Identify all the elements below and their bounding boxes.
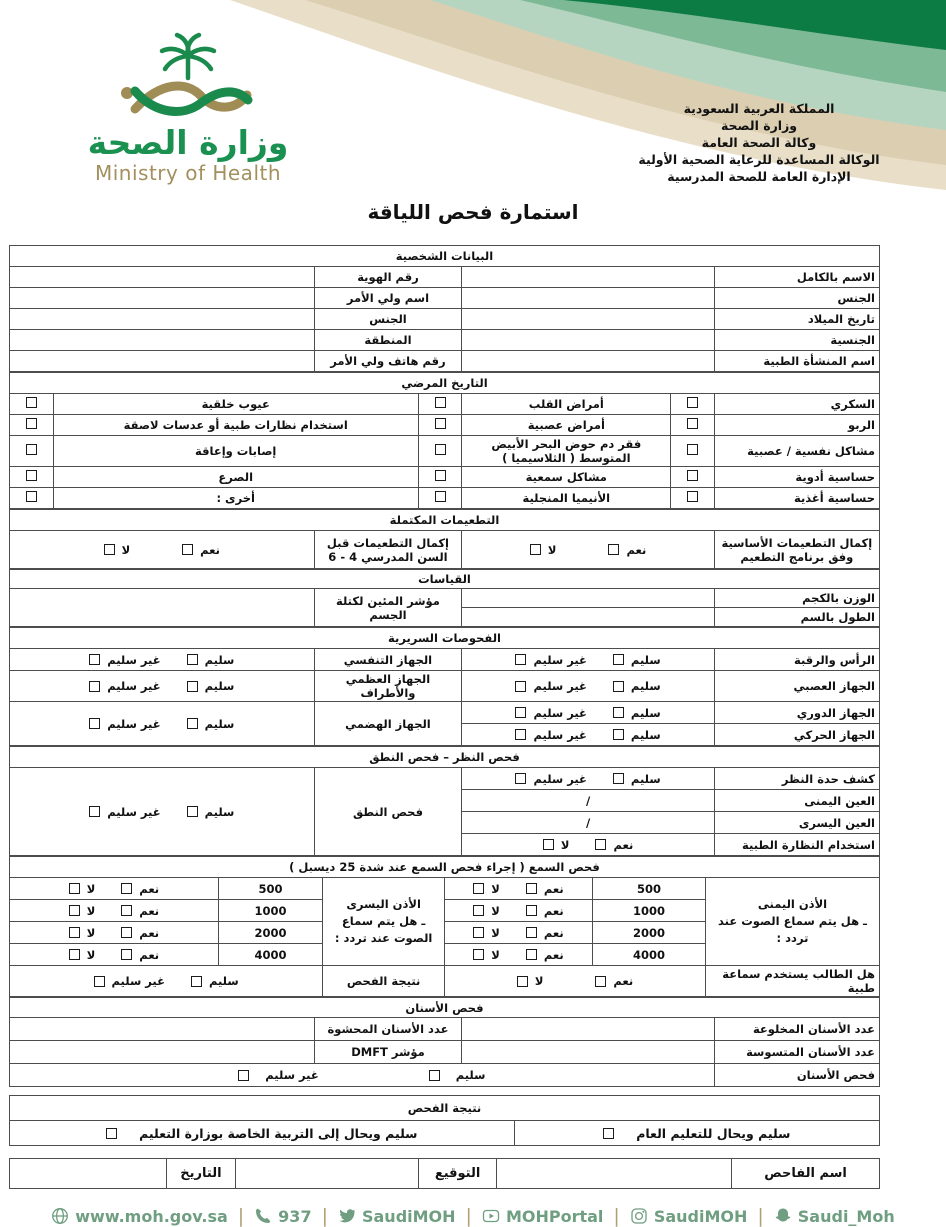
measurements-table	[9, 569, 880, 627]
condition-label: فقر دم حوض البحر الأبيض المتوسط ( الثلاسيميا )	[462, 436, 671, 467]
option-label: نعم	[139, 925, 160, 940]
ok-notok-options	[10, 702, 315, 746]
checkbox-cell	[10, 488, 54, 509]
option-label: نعم	[139, 903, 160, 918]
input-cell[interactable]	[462, 330, 714, 351]
checkbox[interactable]	[526, 927, 537, 938]
footer-text: 937	[278, 1206, 312, 1226]
option-label: سليم	[630, 679, 661, 693]
system-label: الجهاز التنفسي	[314, 649, 462, 671]
input-cell[interactable]	[10, 351, 315, 372]
checkbox[interactable]	[121, 949, 132, 960]
frequency-value: 4000	[592, 944, 705, 966]
yes-no-options	[10, 900, 219, 922]
frequency-value: 4000	[218, 944, 322, 966]
input-cell[interactable]	[10, 309, 315, 330]
option-label: نعم	[139, 947, 160, 962]
field-label: فحص الأسنان	[714, 1064, 879, 1087]
moh-logo-icon	[113, 30, 263, 125]
yes-no-options	[445, 944, 593, 966]
option-label: غير سليم	[111, 974, 165, 988]
checkbox[interactable]	[526, 883, 537, 894]
instagram-icon	[630, 1207, 648, 1225]
option-label: سليم	[204, 652, 235, 667]
checkbox-cell	[418, 415, 462, 436]
option-label: غير سليم	[107, 804, 161, 819]
checkbox[interactable]	[608, 544, 619, 555]
right-ear-label	[706, 878, 880, 966]
examiner-name-field[interactable]	[497, 1159, 732, 1189]
yes-no-options	[10, 944, 219, 966]
option-label: لا	[534, 974, 544, 988]
checkbox[interactable]	[687, 470, 698, 481]
moh-logo	[78, 30, 298, 185]
condition-label: أمراض القلب	[462, 394, 671, 415]
footer-snapchat[interactable]	[774, 1207, 895, 1226]
condition-label: أمراض عصبية	[462, 415, 671, 436]
checkbox[interactable]	[26, 444, 37, 455]
logo-english-wordmark: Ministry of Health	[94, 161, 282, 186]
section-header-vaccination: التطعيمات المكتملة	[10, 510, 880, 531]
checkbox[interactable]	[187, 806, 198, 817]
checkbox[interactable]	[515, 681, 526, 692]
checkbox[interactable]	[121, 883, 132, 894]
option-label: غير سليم	[265, 1068, 319, 1082]
section-gap	[9, 1087, 880, 1095]
checkbox[interactable]	[89, 806, 100, 817]
ear-name: الأذن اليمنى	[757, 896, 828, 911]
option-label: نعم	[543, 881, 564, 896]
option-label: غير سليم	[533, 771, 587, 786]
checkbox[interactable]	[435, 444, 446, 455]
checkbox-cell	[671, 415, 715, 436]
option-label: غير سليم	[533, 705, 587, 720]
left-ear-label	[323, 878, 445, 966]
field-label: الطول بالسم	[714, 608, 879, 627]
checkbox[interactable]	[473, 905, 484, 916]
section-header-clinical: الفحوصات السريرية	[10, 628, 880, 649]
option-label: نعم	[200, 542, 220, 557]
field-label: إكمال التطعيمات الأساسية وفق برنامج التطعيم	[714, 531, 879, 569]
field-label: اسم ولي الأمر	[314, 288, 462, 309]
checkbox[interactable]	[69, 949, 80, 960]
frequency-question: ـ هل يتم سماع الصوت عند تردد :	[718, 913, 867, 946]
field-label: استخدام النظارة الطبية	[714, 834, 879, 856]
field-label: رقم الهوية	[314, 267, 462, 288]
yes-no-options	[462, 834, 714, 856]
yes-no-options	[10, 531, 315, 569]
footer-text: Saudi_Moh	[797, 1206, 895, 1226]
checkbox-cell	[10, 467, 54, 488]
condition-label: الأنيميا المنجلية	[462, 488, 671, 509]
checkbox[interactable]	[595, 976, 606, 987]
option-label: غير سليم	[533, 652, 587, 667]
field-label: الجنس	[314, 309, 462, 330]
footer-separator: |	[465, 1205, 472, 1227]
option-label: سليم ويحال للتعليم العام	[636, 1125, 791, 1141]
checkbox[interactable]	[238, 1070, 249, 1081]
section-header-history: التاريخ المرضي	[10, 373, 880, 394]
checkbox[interactable]	[89, 681, 100, 692]
page-title: استمارة فحص اللياقة	[367, 200, 579, 224]
ear-name: الأذن اليسرى	[346, 896, 421, 911]
condition-label: السكري	[714, 394, 879, 415]
checkbox-cell	[10, 394, 54, 415]
option-label: غير سليم	[107, 716, 161, 731]
youtube-icon	[482, 1207, 500, 1225]
footer-youtube[interactable]	[482, 1207, 603, 1226]
checkbox[interactable]	[121, 905, 132, 916]
hearing-aid-question: هل الطالب يستخدم سماعة طبية	[706, 966, 880, 997]
checkbox[interactable]	[687, 444, 698, 455]
input-cell[interactable]	[462, 1018, 714, 1041]
checkbox[interactable]	[515, 729, 526, 740]
field-label: الوزن بالكجم	[714, 589, 879, 608]
footer-instagram[interactable]	[630, 1207, 748, 1226]
input-cell[interactable]	[10, 267, 315, 288]
acuity-value-cell[interactable]: /	[462, 812, 714, 834]
checkbox[interactable]	[106, 1128, 117, 1139]
checkbox[interactable]	[687, 491, 698, 502]
checkbox[interactable]	[613, 773, 624, 784]
checkbox[interactable]	[187, 654, 198, 665]
checkbox[interactable]	[517, 976, 528, 987]
footer-contact-bar	[0, 1205, 946, 1227]
option-label: سليم	[630, 727, 661, 742]
field-label: المنطقة	[314, 330, 462, 351]
checkbox-cell	[418, 467, 462, 488]
system-label: الجهاز الهضمي	[314, 702, 462, 746]
checkbox[interactable]	[69, 905, 80, 916]
result-option-general	[514, 1121, 879, 1146]
input-cell[interactable]	[10, 589, 315, 627]
ok-notok-options	[462, 724, 714, 746]
checkbox[interactable]	[187, 718, 198, 729]
input-cell[interactable]	[462, 309, 714, 330]
footer-text: www.moh.gov.sa	[75, 1206, 228, 1226]
frequency-value: 2000	[592, 922, 705, 944]
phone-icon	[254, 1207, 272, 1225]
checkbox[interactable]	[530, 544, 541, 555]
option-label: سليم	[630, 705, 661, 720]
twitter-icon	[338, 1207, 356, 1225]
checkbox[interactable]	[603, 1128, 614, 1139]
option-label: لا	[491, 881, 500, 896]
checkbox[interactable]	[89, 654, 100, 665]
checkbox[interactable]	[104, 544, 115, 555]
field-label: كشف حدة النظر	[714, 768, 879, 790]
checkbox[interactable]	[26, 418, 37, 429]
input-cell[interactable]	[10, 330, 315, 351]
checkbox[interactable]	[26, 491, 37, 502]
checkbox[interactable]	[435, 397, 446, 408]
yes-no-options	[462, 531, 714, 569]
option-label: نعم	[543, 903, 564, 918]
field-label: مؤشر المئين لكتلة الجسم	[314, 589, 462, 627]
checkbox[interactable]	[182, 544, 193, 555]
system-label: الجهاز الدوري	[714, 702, 879, 724]
footer-separator: |	[321, 1205, 328, 1227]
condition-label: حساسية أغذية	[714, 488, 879, 509]
condition-label: الصرع	[53, 467, 418, 488]
globe-icon	[51, 1207, 69, 1225]
frequency-question: ـ هل يتم سماع الصوت عند تردد :	[334, 913, 433, 946]
option-label: نعم	[543, 947, 564, 962]
footer-phone[interactable]	[254, 1207, 311, 1226]
field-label: عدد الأسنان المتسوسة	[714, 1041, 879, 1064]
checkbox[interactable]	[473, 949, 484, 960]
checkbox[interactable]	[69, 927, 80, 938]
footer-separator: |	[613, 1205, 620, 1227]
ok-notok-options	[462, 768, 714, 790]
checkbox-cell	[671, 488, 715, 509]
checkbox-cell	[671, 467, 715, 488]
field-label: عدد الأسنان المحشوة	[314, 1018, 462, 1041]
yes-no-options	[10, 878, 219, 900]
condition-label: الربو	[714, 415, 879, 436]
checkbox[interactable]	[613, 681, 624, 692]
signature-bar	[9, 1158, 880, 1189]
checkbox[interactable]	[543, 839, 554, 850]
ok-notok-options	[10, 671, 315, 702]
condition-label: عيوب خلقية	[53, 394, 418, 415]
condition-label: مشاكل سمعية	[462, 467, 671, 488]
option-label: لا	[560, 837, 570, 852]
org-hierarchy	[604, 100, 914, 185]
field-label: الجنسية	[714, 330, 879, 351]
org-line: الوكالة المساعدة للرعاية الصحية الأولية	[638, 152, 880, 167]
checkbox[interactable]	[687, 397, 698, 408]
footer-text: SaudiMOH	[361, 1206, 456, 1226]
checkbox[interactable]	[429, 1070, 440, 1081]
checkbox-cell	[10, 415, 54, 436]
field-label: الاسم بالكامل	[714, 267, 879, 288]
signature-field[interactable]	[236, 1159, 419, 1189]
option-label: غير سليم	[107, 679, 161, 693]
hearing-table	[9, 856, 880, 997]
option-label: لا	[547, 542, 557, 557]
checkbox[interactable]	[89, 718, 100, 729]
field-label: العين اليمنى	[714, 790, 879, 812]
condition-label: استخدام نظارات طبية أو عدسات لاصقة	[53, 415, 418, 436]
field-label: الجنس	[714, 288, 879, 309]
option-label: لا	[491, 903, 500, 918]
section-header-vision: فحص النظر – فحص النطق	[10, 747, 880, 768]
checkbox[interactable]	[69, 883, 80, 894]
result-label: نتيجة الفحص	[323, 966, 445, 997]
yes-no-options	[445, 966, 706, 997]
result-option-special	[10, 1121, 515, 1146]
option-label: لا	[491, 947, 500, 962]
footer-text: MOHPortal	[505, 1206, 604, 1226]
input-cell[interactable]	[10, 288, 315, 309]
option-label: سليم	[630, 771, 661, 786]
footer-twitter[interactable]	[338, 1207, 456, 1226]
ok-notok-options	[10, 1064, 715, 1087]
checkbox[interactable]	[515, 773, 526, 784]
yes-no-options	[445, 878, 593, 900]
ok-notok-options	[10, 649, 315, 671]
acuity-value-cell[interactable]: /	[462, 790, 714, 812]
option-label: سليم	[455, 1068, 486, 1082]
snapchat-icon	[774, 1207, 792, 1225]
checkbox[interactable]	[435, 418, 446, 429]
system-label: الرأس والرقبة	[714, 649, 879, 671]
medical-history-table	[9, 372, 880, 509]
ok-notok-options	[462, 671, 714, 702]
org-line: وزارة الصحة	[720, 118, 798, 133]
option-label: سليم	[204, 716, 235, 731]
field-label: رقم هاتف ولي الأمر	[314, 351, 462, 372]
dental-table	[9, 997, 880, 1087]
checkbox[interactable]	[94, 976, 105, 987]
option-label: لا	[121, 542, 131, 557]
checkbox[interactable]	[26, 397, 37, 408]
input-cell[interactable]	[462, 351, 714, 372]
input-cell[interactable]	[10, 1041, 315, 1064]
checkbox[interactable]	[26, 470, 37, 481]
vision-speech-table	[9, 746, 880, 856]
checkbox[interactable]	[613, 729, 624, 740]
org-line: المملكة العربية السعودية	[683, 101, 835, 116]
input-cell[interactable]	[462, 608, 714, 627]
checkbox[interactable]	[435, 470, 446, 481]
option-label: لا	[86, 881, 96, 896]
option-label: سليم ويحال إلى التربية الخاصة بوزارة التعليم	[139, 1125, 418, 1141]
section-header-result: نتيجة الفحص	[10, 1096, 880, 1121]
system-label: الجهاز الحركي	[714, 724, 879, 746]
footer-website[interactable]	[51, 1207, 228, 1226]
checkbox[interactable]	[473, 883, 484, 894]
condition-label: مشاكل نفسية / عصبية	[714, 436, 879, 467]
checkbox-cell	[418, 488, 462, 509]
checkbox[interactable]	[435, 491, 446, 502]
option-label: لا	[86, 903, 96, 918]
checkbox[interactable]	[191, 976, 202, 987]
checkbox[interactable]	[473, 927, 484, 938]
frequency-value: 500	[592, 878, 705, 900]
checkbox[interactable]	[187, 681, 198, 692]
checkbox[interactable]	[515, 707, 526, 718]
condition-label: أخرى :	[53, 488, 418, 509]
logo-arabic-wordmark: وزارة الصحة	[87, 123, 289, 162]
yes-no-options	[445, 922, 593, 944]
signature-label: التوقيع	[418, 1159, 496, 1189]
ok-notok-options	[462, 649, 714, 671]
checkbox[interactable]	[613, 707, 624, 718]
ok-notok-options	[462, 702, 714, 724]
input-cell[interactable]	[10, 1018, 315, 1041]
option-label: نعم	[626, 542, 647, 557]
option-label: سليم	[204, 804, 235, 819]
checkbox-cell	[418, 436, 462, 467]
option-label: غير سليم	[107, 652, 161, 667]
option-label: سليم	[204, 679, 235, 693]
field-label: تاريخ الميلاد	[714, 309, 879, 330]
option-label: نعم	[543, 925, 564, 940]
option-label: سليم	[208, 974, 239, 988]
option-label: غير سليم	[533, 679, 587, 693]
input-cell[interactable]	[462, 288, 714, 309]
ok-notok-options	[10, 966, 323, 997]
condition-label: إصابات وإعاقة	[53, 436, 418, 467]
personal-data-table	[9, 245, 880, 372]
input-cell[interactable]	[462, 1041, 714, 1064]
field-label: إكمال التطعيمات قبل السن المدرسي 4 - 6	[314, 531, 462, 569]
checkbox[interactable]	[687, 418, 698, 429]
footer-separator: |	[757, 1205, 764, 1227]
examiner-name-label: اسم الفاحص	[732, 1159, 880, 1189]
field-label: عدد الأسنان المخلوعة	[714, 1018, 879, 1041]
page-header	[0, 0, 946, 245]
field-label: العين اليسرى	[714, 812, 879, 834]
ok-notok-options	[10, 768, 315, 856]
section-header-hearing: فحص السمع ( إجراء فحص السمع عند شدة 25 ديسبل )	[10, 857, 880, 878]
option-label: لا	[86, 947, 96, 962]
section-header-dental: فحص الأسنان	[10, 998, 880, 1018]
checkbox[interactable]	[613, 654, 624, 665]
checkbox[interactable]	[515, 654, 526, 665]
input-cell[interactable]	[462, 589, 714, 608]
org-line: الإدارة العامة للصحة المدرسية	[667, 169, 851, 184]
option-label: لا	[86, 925, 96, 940]
frequency-value: 2000	[218, 922, 322, 944]
system-label: الجهاز العظمي والأطراف	[314, 671, 462, 702]
footer-text: SaudiMOH	[653, 1206, 748, 1226]
frequency-value: 500	[218, 878, 322, 900]
result-table	[9, 1095, 880, 1146]
vaccination-table	[9, 509, 880, 569]
frequency-value: 1000	[218, 900, 322, 922]
input-cell[interactable]	[462, 267, 714, 288]
date-label: التاريخ	[166, 1159, 236, 1189]
checkbox-cell	[10, 436, 54, 467]
date-field[interactable]	[10, 1159, 167, 1189]
option-label: نعم	[613, 974, 634, 988]
option-label: لا	[491, 925, 500, 940]
section-header-personal: البيانات الشخصية	[10, 246, 880, 267]
checkbox-cell	[671, 436, 715, 467]
checkbox-cell	[671, 394, 715, 415]
yes-no-options	[10, 922, 219, 944]
frequency-value: 1000	[592, 900, 705, 922]
footer-separator: |	[237, 1205, 245, 1227]
section-gap	[9, 1146, 880, 1158]
yes-no-options	[445, 900, 593, 922]
field-label: اسم المنشأة الطبية	[714, 351, 879, 372]
option-label: نعم	[139, 881, 160, 896]
checkbox[interactable]	[526, 905, 537, 916]
system-label: الجهاز العصبي	[714, 671, 879, 702]
checkbox[interactable]	[595, 839, 606, 850]
field-label: فحص النطق	[314, 768, 462, 856]
option-label: سليم	[630, 652, 661, 667]
checkbox[interactable]	[526, 949, 537, 960]
option-label: نعم	[613, 837, 634, 852]
option-label: غير سليم	[533, 727, 587, 742]
condition-label: حساسية أدوية	[714, 467, 879, 488]
section-header-measurements: القياسات	[10, 570, 880, 589]
field-label: مؤشر DMFT	[314, 1041, 462, 1064]
checkbox-cell	[418, 394, 462, 415]
checkbox[interactable]	[121, 927, 132, 938]
org-line: وكالة الصحة العامة	[701, 135, 817, 150]
clinical-exams-table	[9, 627, 880, 746]
